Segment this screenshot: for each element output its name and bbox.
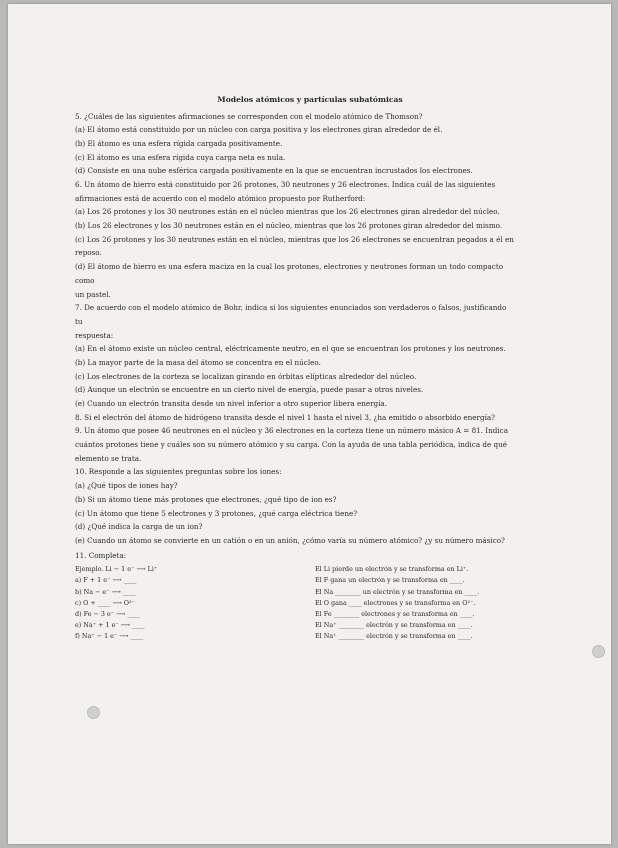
option-5d: (d) Consiste en una nube esférica cargada positivamente en la que se encuentran incrustados los electrones.	[75, 166, 473, 176]
equation-c: c) O + ____ ⟶ O²⁻	[75, 598, 135, 607]
option-6d-line3: un pastel.	[75, 289, 111, 299]
statement-example: El Li pierde un electrón y se transforma en Li⁺.	[315, 565, 469, 574]
question-9-line2: cuántos protones tiene y cuáles son su número atómico y su carga. Con la ayuda de una tabla periódica, indica de qué	[75, 440, 508, 450]
question-7-line3: respuesta:	[75, 330, 114, 340]
question-8: 8. Si el electrón del átomo de hidrógeno transita desde el nivel 1 hasta el nivel 3, ¿ha emitido o absorbido energía?	[75, 412, 496, 422]
question-9-line1: 9. Un átomo que posee 46 neutrones en el núcleo y 36 electrones en la corteza tiene un número másico A = 81. Indica	[75, 426, 508, 436]
statement-c: El O gana ____ electrones y se transforma en O²⁻.	[315, 598, 476, 607]
option-6c-line2: reposo.	[75, 248, 102, 258]
option-6d-line2: como	[75, 275, 95, 285]
option-7b: (b) La mayor parte de la masa del átomo se concentra en el núcleo.	[75, 357, 321, 367]
option-5a: (a) El átomo está constituido por un núcleo con carga positiva y los electrones giran alrededor de él.	[75, 125, 443, 135]
option-6a: (a) Los 26 protones y los 30 neutrones están en el núcleo mientras que los 26 electrones giran alrededor del núcleo.	[75, 207, 500, 217]
table-row	[75, 609, 545, 619]
table-row	[75, 587, 545, 597]
table-row	[75, 598, 545, 608]
document-title: Modelos atómicos y partículas subatómicas	[217, 95, 403, 104]
statement-d: El Fe ________ electrones y se transforma en ____.	[315, 609, 475, 618]
option-6c-line1: (c) Los 26 protones y los 30 neutrones están en el núcleo, mientras que los 26 electrones se encuentran pegados a él en	[75, 234, 514, 244]
question-5: 5. ¿Cuáles de las siguientes afirmaciones se corresponden con el modelo atómico de Thomson?	[75, 111, 423, 121]
question-9-line3: elemento se trata.	[75, 453, 142, 463]
statement-f: El Na⁺ ________ electrón y se transforma en ____.	[315, 632, 473, 641]
option-6d-line1: (d) El átomo de hierro es una esfera maciza en la cual los protones, electrones y neutrones forman un todo compacto	[75, 262, 504, 272]
equation-b: b) Na − e⁻ ⟶ ____	[75, 587, 136, 596]
equation-example: Ejemplo. Li − 1 e⁻ ⟶ Li⁺	[75, 565, 158, 574]
option-5c: (c) El átomo es una esfera rígida cuya carga neta es nula.	[75, 152, 286, 162]
option-7c: (c) Los electrones de la corteza se localizan girando en órbitas elípticas alrededor del núcleo.	[75, 371, 417, 381]
question-11: 11. Completa:	[75, 550, 127, 560]
equation-a: a) F + 1 e⁻ ⟶ ____	[75, 576, 137, 585]
equation-f: f) Na⁺ − 1 e⁻ ⟶ ____	[75, 632, 144, 641]
option-10b: (b) Si un átomo tiene más protones que electrones, ¿qué tipo de ion es?	[75, 494, 337, 504]
punch-hole-left	[87, 706, 100, 719]
option-7a: (a) En el átomo existe un núcleo central, eléctricamente neutro, en el que se encuentran los protones y los neutrones.	[75, 344, 506, 354]
question-6-line1: 6. Un átomo de hierro está constituido por 26 protones, 30 neutrones y 26 electrones. Indica cuál de las siguientes	[75, 180, 496, 190]
statement-a: El F gana un electrón y se transforma en ____.	[315, 576, 465, 585]
equation-d: d) Fe − 3 e⁻ ⟶ ____	[75, 609, 141, 618]
option-10c: (c) Un átomo que tiene 5 electrones y 3 protones, ¿qué carga eléctrica tiene?	[75, 508, 358, 518]
statement-b: El Na ________ un electrón y se transforma en ____.	[315, 587, 480, 596]
statement-e: El Na⁺ ________ electrón y se transforma en ____.	[315, 621, 473, 630]
completion-table	[75, 564, 545, 641]
question-6-line2: afirmaciones está de acuerdo con el modelo atómico propuesto por Rutherford:	[75, 193, 366, 203]
option-10e: (e) Cuando un átomo se convierte en un catión o en un anión, ¿cómo varía su número atómico? ¿y su número másico?	[75, 535, 505, 545]
question-10: 10. Responde a las siguientes preguntas sobre los iones:	[75, 467, 282, 477]
table-row	[75, 575, 545, 585]
question-7-line2: tu	[75, 316, 83, 326]
option-7e: (e) Cuando un electrón transita desde un nivel inferior a otro superior libera energía.	[75, 399, 387, 409]
table-row	[75, 620, 545, 630]
option-5b: (b) El átomo es una esfera rígida cargada positivamente.	[75, 138, 283, 148]
option-10d: (d) ¿Qué indica la carga de un ion?	[75, 522, 203, 532]
option-10a: (a) ¿Qué tipos de iones hay?	[75, 481, 178, 491]
option-7d: (d) Aunque un electrón se encuentre en un cierto nivel de energía, puede pasar a otros niveles.	[75, 385, 424, 395]
table-row	[75, 631, 545, 641]
equation-e: e) Na⁺ + 1 e⁻ ⟶ ____	[75, 621, 145, 630]
punch-hole-right	[592, 645, 605, 658]
option-6b: (b) Los 26 electrones y los 30 neutrones están en el núcleo, mientras que los 26 protones giran alrededor del mismo.	[75, 221, 503, 231]
table-row	[75, 564, 545, 574]
document-body	[75, 95, 545, 643]
question-7-line1: 7. De acuerdo con el modelo atómico de Bohr, indica si los siguientes enunciados son verdaderos o falsos, justificando	[75, 303, 507, 313]
